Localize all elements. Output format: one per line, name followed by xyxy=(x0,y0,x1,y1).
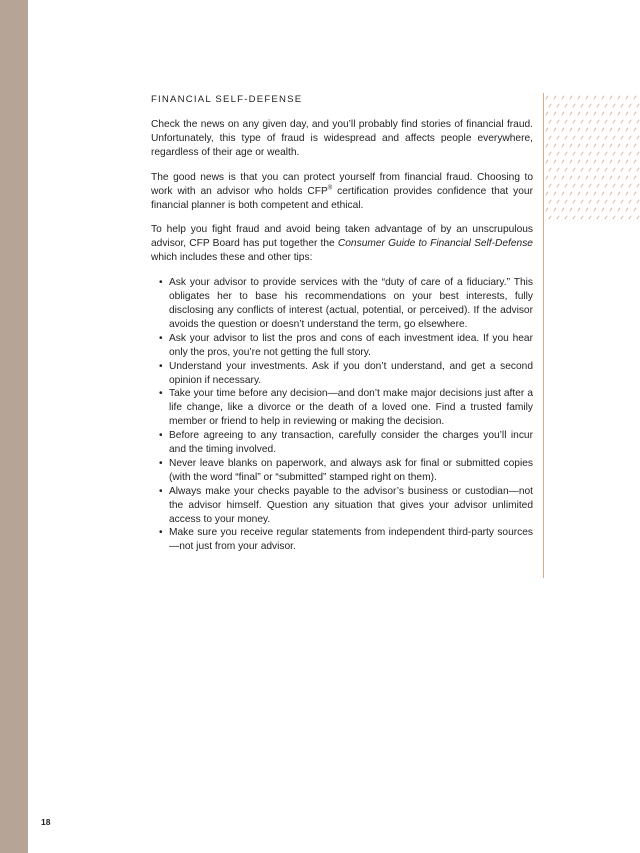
deco-dash xyxy=(613,200,615,203)
tip-item xyxy=(151,360,533,388)
deco-dash xyxy=(570,176,572,179)
deco-dash xyxy=(562,128,564,131)
deco-dash xyxy=(562,144,564,147)
deco-dash xyxy=(549,216,551,219)
deco-dash xyxy=(605,104,607,107)
deco-dash xyxy=(578,208,580,211)
deco-dash xyxy=(581,136,583,139)
deco-dash xyxy=(589,200,591,203)
deco-dash xyxy=(610,208,612,211)
tip-text: Ask your advisor to list the pros and cons of each investment idea. If you hear only the pros, you’re not getting the full story. xyxy=(169,332,533,358)
bullet-icon: • xyxy=(159,485,163,497)
deco-dash xyxy=(589,216,591,219)
deco-dash xyxy=(586,192,588,195)
deco-dash xyxy=(578,160,580,163)
deco-dash xyxy=(586,176,588,179)
bullet-icon: • xyxy=(159,388,163,400)
deco-dash xyxy=(581,168,583,171)
deco-dash xyxy=(562,96,564,99)
deco-dash xyxy=(618,208,620,211)
decorative-dash-pattern xyxy=(544,93,640,221)
deco-dash xyxy=(618,96,620,99)
deco-dash xyxy=(586,160,588,163)
deco-dash xyxy=(629,168,631,171)
deco-dash xyxy=(581,120,583,123)
deco-dash xyxy=(570,96,572,99)
deco-dash xyxy=(557,168,559,171)
deco-dash xyxy=(626,192,628,195)
deco-dash xyxy=(605,136,607,139)
deco-dash xyxy=(565,152,567,155)
paragraph-cfp-text-b: certification provides confidence that your financial planner is both competent and ethical. xyxy=(151,185,533,211)
deco-dash xyxy=(578,144,580,147)
deco-dash xyxy=(610,160,612,163)
deco-dash xyxy=(629,104,631,107)
tip-item xyxy=(151,429,533,457)
deco-dash xyxy=(637,136,639,139)
deco-dash xyxy=(554,112,556,115)
deco-dash xyxy=(634,192,636,195)
deco-dash xyxy=(562,176,564,179)
deco-dash xyxy=(586,208,588,211)
deco-dash xyxy=(565,216,567,219)
deco-dash xyxy=(613,152,615,155)
deco-dash xyxy=(634,208,636,211)
deco-dash xyxy=(578,176,580,179)
tip-text: Always make your checks payable to the advisor’s business or custodian—not the advisor himself. Question any situation that gives your advisor unlimited access to your money. xyxy=(169,485,533,525)
deco-dash xyxy=(549,184,551,187)
deco-dash xyxy=(597,184,599,187)
deco-dash xyxy=(578,112,580,115)
deco-dash xyxy=(562,112,564,115)
deco-dash xyxy=(581,104,583,107)
deco-dash xyxy=(546,96,548,99)
deco-dash xyxy=(605,216,607,219)
deco-dash xyxy=(621,168,623,171)
deco-dash xyxy=(613,104,615,107)
deco-dash xyxy=(637,168,639,171)
deco-dash xyxy=(594,192,596,195)
deco-dash xyxy=(597,136,599,139)
deco-dash xyxy=(597,152,599,155)
deco-dash xyxy=(554,208,556,211)
deco-dash xyxy=(634,96,636,99)
deco-dash xyxy=(546,208,548,211)
deco-dash xyxy=(546,192,548,195)
deco-dash xyxy=(573,184,575,187)
deco-dash xyxy=(554,160,556,163)
deco-dash xyxy=(549,152,551,155)
deco-dash xyxy=(573,104,575,107)
paragraph-guide xyxy=(151,223,533,265)
deco-dash xyxy=(618,176,620,179)
deco-dash xyxy=(578,128,580,131)
deco-dash xyxy=(589,184,591,187)
deco-dash xyxy=(554,192,556,195)
deco-dash xyxy=(610,128,612,131)
bullet-icon: • xyxy=(159,430,163,442)
deco-dash xyxy=(605,168,607,171)
deco-dash xyxy=(578,96,580,99)
deco-dash xyxy=(597,216,599,219)
deco-dash xyxy=(621,104,623,107)
deco-dash xyxy=(573,216,575,219)
deco-dash xyxy=(602,176,604,179)
deco-dash xyxy=(629,120,631,123)
deco-dash xyxy=(637,152,639,155)
deco-dash xyxy=(557,104,559,107)
bullet-icon: • xyxy=(159,527,163,539)
deco-dash xyxy=(546,144,548,147)
deco-dash xyxy=(637,120,639,123)
deco-dash xyxy=(634,176,636,179)
deco-dash xyxy=(618,144,620,147)
deco-dash xyxy=(618,192,620,195)
tip-item xyxy=(151,485,533,527)
deco-dash xyxy=(610,192,612,195)
article-body xyxy=(151,93,533,554)
deco-dash xyxy=(610,112,612,115)
section-title: FINANCIAL SELF-DEFENSE xyxy=(151,94,303,105)
deco-dash xyxy=(557,152,559,155)
deco-dash xyxy=(629,184,631,187)
deco-dash xyxy=(602,96,604,99)
deco-dash xyxy=(602,112,604,115)
deco-dash xyxy=(594,208,596,211)
deco-dash xyxy=(557,136,559,139)
deco-dash xyxy=(629,136,631,139)
deco-dash xyxy=(565,136,567,139)
deco-dash xyxy=(597,120,599,123)
deco-dash xyxy=(594,128,596,131)
deco-dash xyxy=(573,152,575,155)
deco-dash xyxy=(573,136,575,139)
deco-dash xyxy=(565,104,567,107)
deco-dash xyxy=(565,200,567,203)
deco-dash xyxy=(589,168,591,171)
deco-dash xyxy=(637,104,639,107)
deco-dash xyxy=(594,176,596,179)
deco-dash xyxy=(549,104,551,107)
deco-dash xyxy=(629,216,631,219)
deco-dash xyxy=(549,168,551,171)
deco-dash xyxy=(634,144,636,147)
deco-dash xyxy=(621,120,623,123)
tip-item xyxy=(151,526,533,554)
deco-dash xyxy=(554,144,556,147)
tip-text: Ask your advisor to provide services with the “duty of care of a fiduciary.” This obligates her to base his recommendations on your best interests, fully disclosing any conflicts of interest (actual, potential, or perceived). If the advisor avoids the question or doesn’t understand the term, go elsewhere. xyxy=(169,277,533,330)
tip-text: Make sure you receive regular statements from independent third-party sources—not just from your advisor. xyxy=(169,527,533,553)
deco-dash xyxy=(637,200,639,203)
deco-dash xyxy=(605,120,607,123)
bullet-icon: • xyxy=(159,332,163,344)
deco-dash xyxy=(594,112,596,115)
deco-dash xyxy=(605,152,607,155)
deco-dash xyxy=(637,184,639,187)
deco-dash xyxy=(554,96,556,99)
bullet-icon: • xyxy=(159,360,163,372)
deco-dash xyxy=(554,176,556,179)
deco-dash xyxy=(570,160,572,163)
deco-dash xyxy=(629,152,631,155)
deco-dash xyxy=(626,112,628,115)
deco-dash xyxy=(570,208,572,211)
tip-item xyxy=(151,276,533,332)
deco-dash xyxy=(549,200,551,203)
deco-dash xyxy=(637,216,639,219)
deco-dash xyxy=(610,176,612,179)
deco-dash xyxy=(546,112,548,115)
side-color-band xyxy=(0,0,28,853)
deco-dash xyxy=(546,160,548,163)
deco-dash xyxy=(557,120,559,123)
deco-dash xyxy=(581,152,583,155)
deco-dash xyxy=(581,184,583,187)
deco-dash xyxy=(597,168,599,171)
deco-dash xyxy=(586,112,588,115)
deco-dash xyxy=(570,144,572,147)
tip-text: Before agreeing to any transaction, carefully consider the charges you’ll incur and the timing involved. xyxy=(169,430,533,456)
deco-dash xyxy=(602,192,604,195)
deco-dash xyxy=(605,200,607,203)
deco-dash xyxy=(549,136,551,139)
bullet-icon: • xyxy=(159,457,163,469)
deco-dash xyxy=(546,128,548,131)
tip-text: Understand your investments. Ask if you don’t understand, and get a second opinion if necessary. xyxy=(169,360,533,386)
tip-item xyxy=(151,332,533,360)
deco-dash xyxy=(586,128,588,131)
deco-dash xyxy=(613,168,615,171)
deco-dash xyxy=(618,112,620,115)
deco-dash xyxy=(602,160,604,163)
deco-dash xyxy=(565,184,567,187)
deco-dash xyxy=(613,184,615,187)
deco-dash xyxy=(621,152,623,155)
deco-dash xyxy=(557,216,559,219)
deco-dash xyxy=(573,168,575,171)
deco-dash xyxy=(578,192,580,195)
deco-dash xyxy=(597,104,599,107)
deco-dash xyxy=(605,184,607,187)
deco-dash xyxy=(613,216,615,219)
deco-dash xyxy=(570,192,572,195)
deco-dash xyxy=(565,120,567,123)
tip-text: Take your time before any decision—and don’t make major decisions just after a life change, like a divorce or the death of a loved one. Find a trusted family member or friend to help in reviewing or making the decision. xyxy=(169,388,533,428)
deco-dash xyxy=(597,200,599,203)
deco-dash xyxy=(618,128,620,131)
deco-dash xyxy=(581,200,583,203)
registered-mark: ® xyxy=(327,185,333,192)
bullet-icon: • xyxy=(159,277,163,289)
deco-dash xyxy=(621,200,623,203)
deco-dash xyxy=(621,216,623,219)
deco-dash xyxy=(610,96,612,99)
deco-dash xyxy=(626,160,628,163)
deco-dash xyxy=(573,120,575,123)
deco-dash xyxy=(554,128,556,131)
deco-dash xyxy=(589,104,591,107)
deco-dash xyxy=(634,112,636,115)
deco-dash xyxy=(610,144,612,147)
deco-dash xyxy=(549,120,551,123)
deco-dash xyxy=(629,200,631,203)
deco-dash xyxy=(602,144,604,147)
deco-dash xyxy=(634,160,636,163)
deco-dash xyxy=(626,176,628,179)
deco-dash xyxy=(565,168,567,171)
deco-dash xyxy=(634,128,636,131)
deco-dash xyxy=(557,200,559,203)
deco-dash xyxy=(613,120,615,123)
deco-dash xyxy=(570,128,572,131)
page-number: 18 xyxy=(41,817,51,827)
deco-dash xyxy=(546,176,548,179)
paragraph-cfp xyxy=(151,171,533,213)
deco-dash xyxy=(586,96,588,99)
deco-dash xyxy=(626,208,628,211)
paragraph-guide-text-a: To help you fight fraud and avoid being taken advantage of by an unscrupulous advisor, CFP Board has put together the xyxy=(151,224,533,250)
deco-dash xyxy=(589,136,591,139)
deco-dash xyxy=(602,208,604,211)
deco-dash xyxy=(626,128,628,131)
deco-dash xyxy=(586,144,588,147)
deco-dash xyxy=(594,96,596,99)
paragraph-intro: Check the news on any given day, and you’ll probably find stories of financial fraud. Unfortunately, this type of fraud is widespread and affects people everywhere, regardless of their age or wealth. xyxy=(151,119,533,158)
deco-dash xyxy=(573,200,575,203)
deco-dash xyxy=(594,144,596,147)
deco-dash xyxy=(562,192,564,195)
tip-item xyxy=(151,387,533,429)
tips-list xyxy=(151,276,533,554)
deco-dash xyxy=(618,160,620,163)
paragraph-cfp-text-a: The good news is that you can protect yourself from financial fraud. Choosing to work with an advisor who holds CFP xyxy=(151,171,533,197)
deco-dash xyxy=(621,184,623,187)
deco-dash xyxy=(626,144,628,147)
tip-item xyxy=(151,457,533,485)
deco-dash xyxy=(581,216,583,219)
paragraph-guide-text-b: which includes these and other tips: xyxy=(151,252,313,264)
deco-dash xyxy=(626,96,628,99)
deco-dash xyxy=(562,160,564,163)
deco-dash xyxy=(557,184,559,187)
guide-title: Consumer Guide to Financial Self-Defense xyxy=(337,238,533,250)
deco-dash xyxy=(602,128,604,131)
tip-text: Never leave blanks on paperwork, and always ask for final or submitted copies (with the word “final” or “submitted” stamped right on them). xyxy=(169,457,533,483)
deco-dash xyxy=(589,120,591,123)
deco-dash xyxy=(562,208,564,211)
deco-dash xyxy=(594,160,596,163)
deco-dash xyxy=(589,152,591,155)
deco-dash xyxy=(621,136,623,139)
deco-dash xyxy=(570,112,572,115)
deco-dash xyxy=(613,136,615,139)
